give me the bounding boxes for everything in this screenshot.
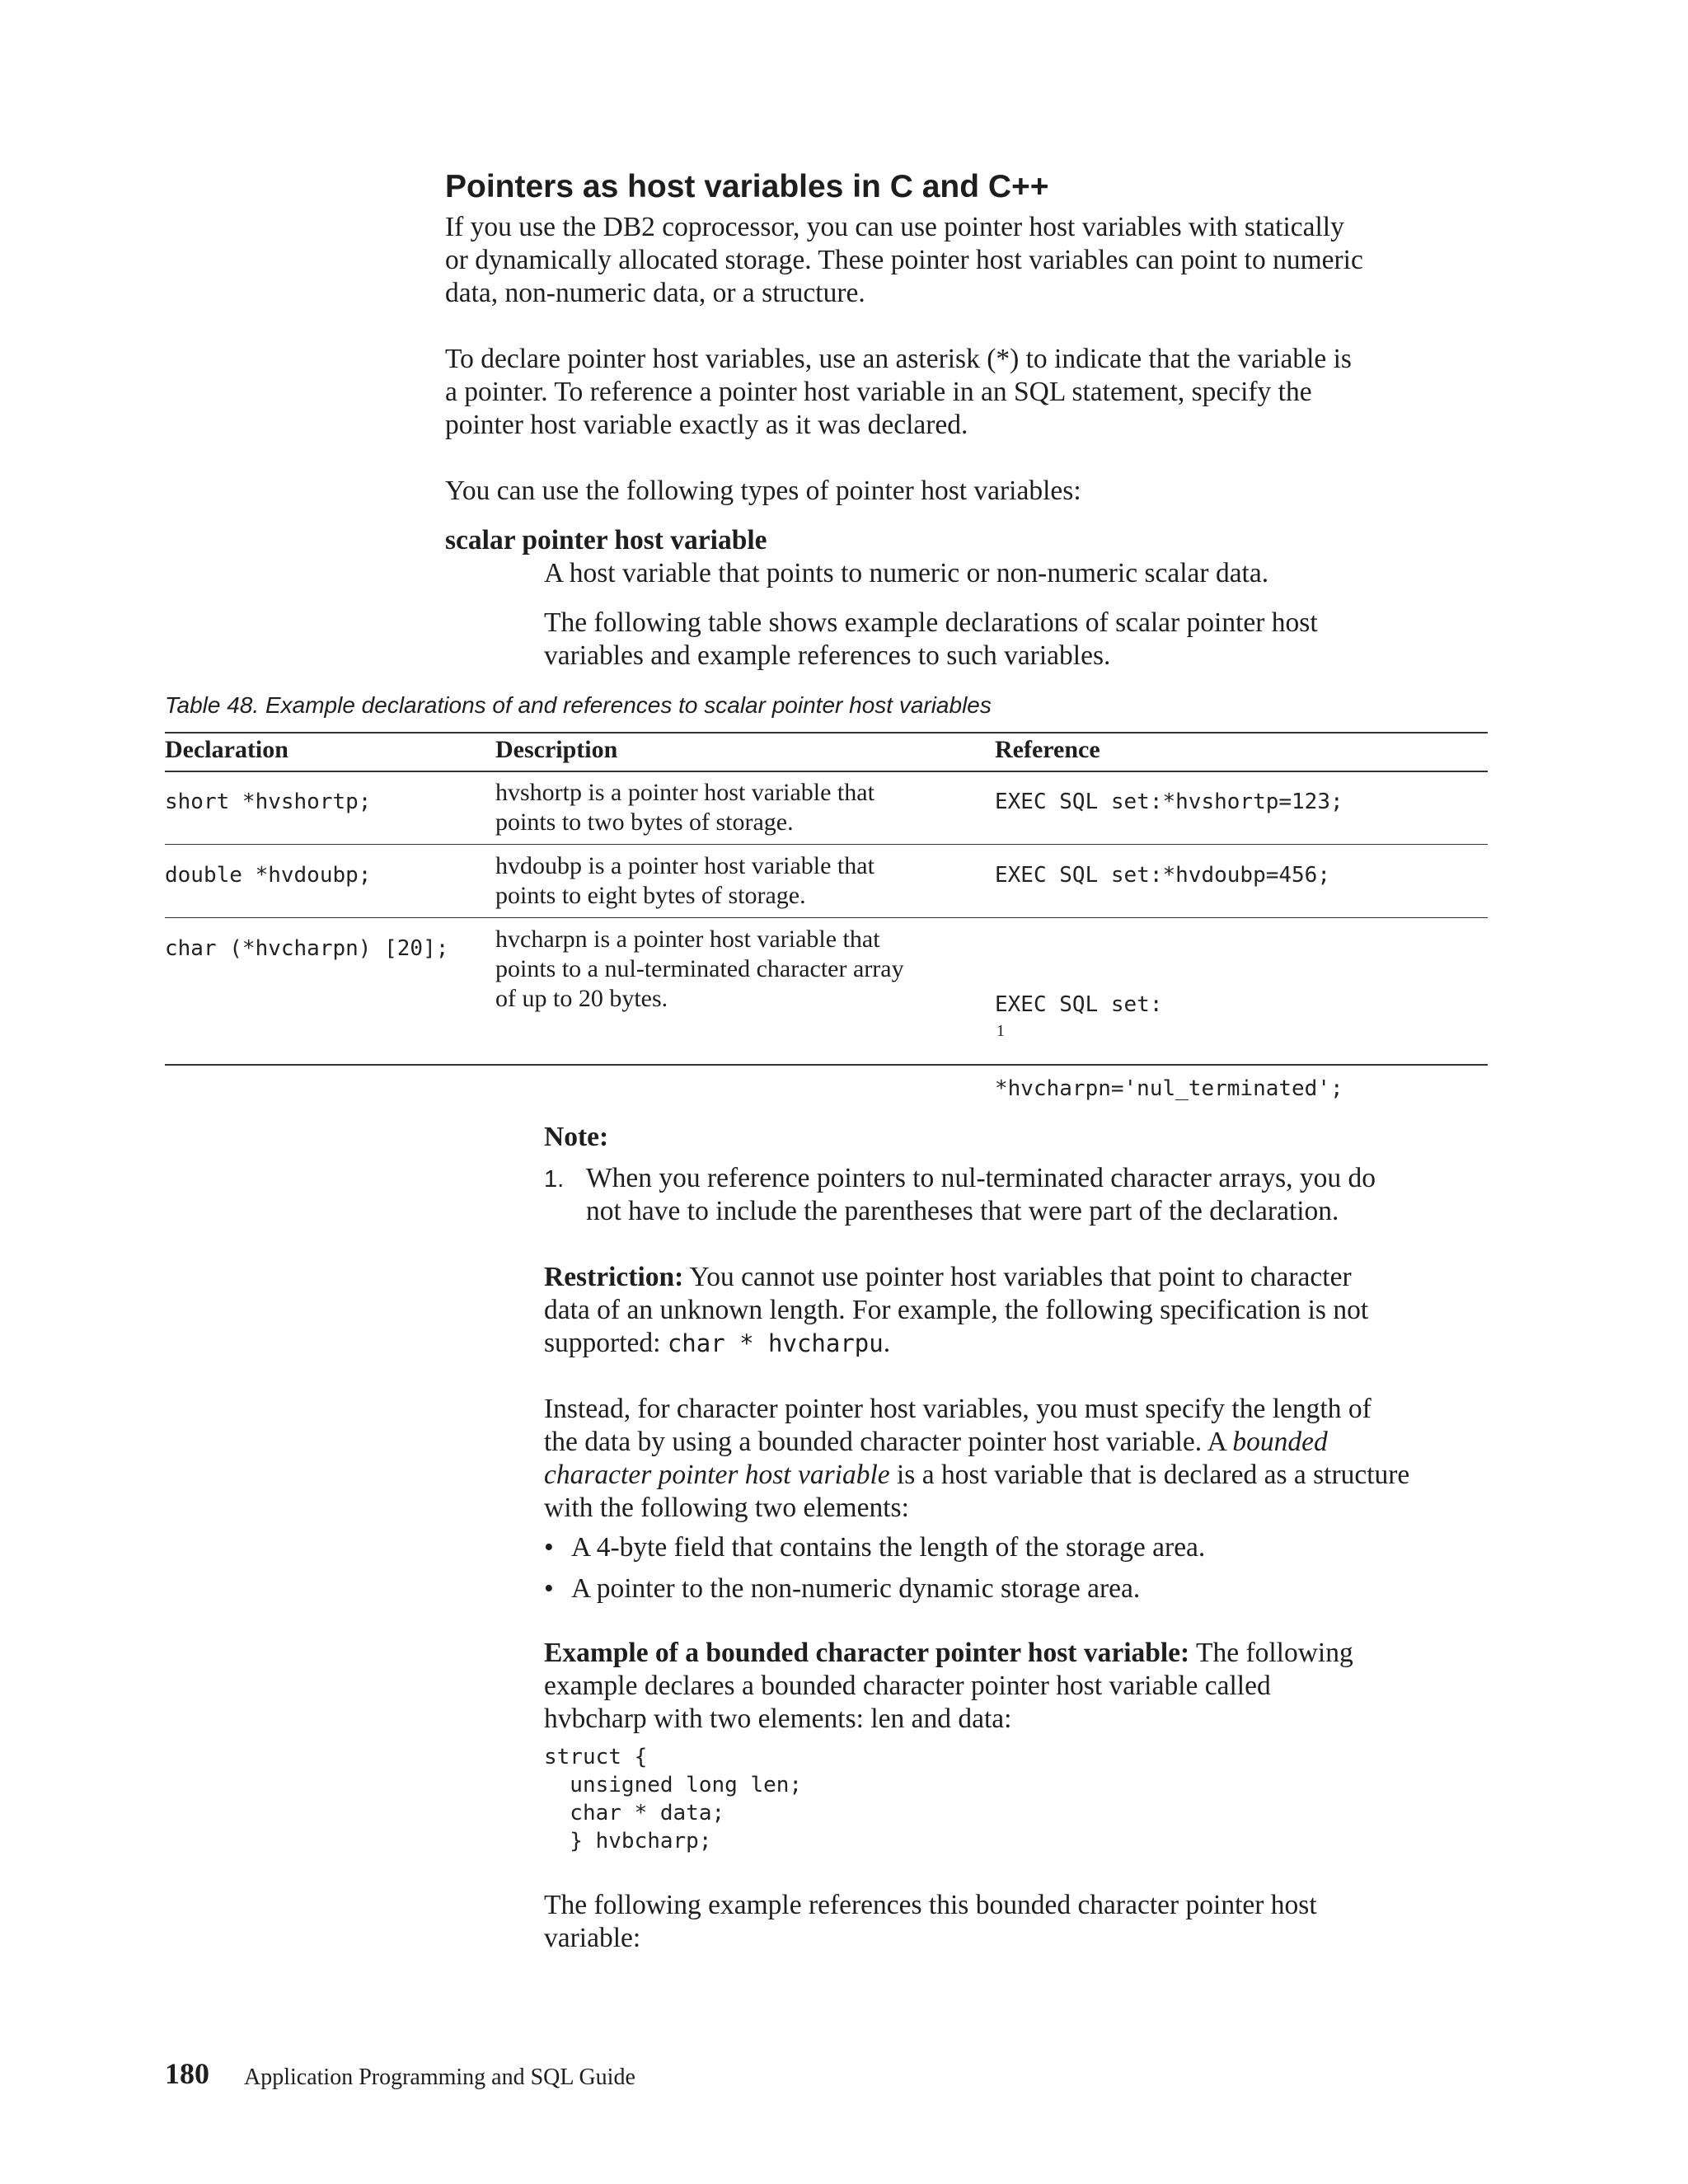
note-text xyxy=(586,1162,1376,1228)
bullet-marker: • xyxy=(544,1532,554,1563)
note-line: When you reference pointers to nul-terminated character arrays, you do xyxy=(586,1163,1376,1193)
table-intro-line: variables and example references to such variables. xyxy=(544,640,1111,671)
example-label: Example of a bounded character pointer host variable: xyxy=(544,1638,1190,1668)
table-row-rule xyxy=(165,844,1488,845)
table-cell-reference: EXEC SQL set:*hvshortp=123; xyxy=(995,790,1343,814)
intro-line: data, non-numeric data, or a structure. xyxy=(445,278,865,308)
intro-line: or dynamically allocated storage. These pointer host variables can point to numeric xyxy=(445,245,1363,275)
table-intro xyxy=(544,607,1318,673)
term-name: scalar pointer host variable xyxy=(445,525,767,555)
code-block: struct { unsigned long len; char * data; } hvbcharp; xyxy=(544,1745,803,1854)
follow-line: variable: xyxy=(544,1923,641,1953)
table-cell-reference xyxy=(995,935,1343,1131)
page-number: 180 xyxy=(165,2057,209,2090)
types-intro: You can use the following types of pointer host variables: xyxy=(445,476,1081,506)
declare-line: a pointer. To reference a pointer host variable in an SQL statement, specify the xyxy=(445,377,1312,407)
instead-paragraph xyxy=(544,1393,1409,1525)
reference-line: *hvcharpn='nul_terminated'; xyxy=(995,1076,1343,1101)
example-paragraph xyxy=(544,1637,1353,1736)
restriction-text: supported: xyxy=(544,1328,668,1358)
table-cell-declaration: char (*hvcharpn) [20]; xyxy=(165,936,449,961)
follow-paragraph xyxy=(544,1889,1317,1955)
declare-line: pointer host variable exactly as it was declared. xyxy=(445,410,968,440)
table-header-rule xyxy=(165,771,1488,772)
declare-paragraph xyxy=(445,343,1352,442)
description-line: hvshortp is a pointer host variable that xyxy=(495,779,874,806)
table-footnote-marker: 1 xyxy=(996,1022,1005,1040)
table-caption: Table 48. Example declarations of and references to scalar pointer host variables xyxy=(165,692,992,718)
description-line: points to a nul-terminated character array xyxy=(495,955,904,982)
table-intro-line: The following table shows example declarations of scalar pointer host xyxy=(544,607,1318,638)
description-line: points to two bytes of storage. xyxy=(495,808,794,836)
book-title: Application Programming and SQL Guide xyxy=(244,2064,635,2090)
instead-line: Instead, for character pointer host variables, you must specify the length of xyxy=(544,1394,1372,1424)
follow-line: The following example references this bounded character pointer host xyxy=(544,1890,1317,1920)
instead-emphasis: bounded xyxy=(1232,1427,1328,1457)
note-number: 1. xyxy=(544,1166,565,1193)
declare-line: To declare pointer host variables, use an asterisk (*) to indicate that the variable is xyxy=(445,344,1352,374)
intro-paragraph xyxy=(445,211,1363,310)
bullet-item: A pointer to the non-numeric dynamic storage area. xyxy=(571,1573,1141,1604)
note-line: not have to include the parentheses that were part of the declaration. xyxy=(586,1196,1339,1226)
bullet-marker: • xyxy=(544,1573,554,1604)
section-title: Pointers as host variables in C and C++ xyxy=(445,169,1049,204)
instead-text: the data by using a bounded character pointer host variable. A xyxy=(544,1427,1233,1457)
inline-code: char * hvcharpu xyxy=(667,1329,884,1357)
table-cell-declaration: short *hvshortp; xyxy=(165,790,372,814)
example-line: example declares a bounded character pointer host variable called xyxy=(544,1671,1271,1701)
example-text: The following xyxy=(1189,1638,1353,1668)
table-row-rule xyxy=(165,917,1488,918)
description-line: points to eight bytes of storage. xyxy=(495,882,806,909)
description-line: hvdoubp is a pointer host variable that xyxy=(495,852,874,879)
table-cell-description xyxy=(495,925,904,1014)
description-line: hvcharpn is a pointer host variable that xyxy=(495,926,880,953)
instead-emphasis: character pointer host variable xyxy=(544,1460,890,1490)
description-line: of up to 20 bytes. xyxy=(495,985,668,1012)
table-cell-description xyxy=(495,778,874,837)
table-header-declaration: Declaration xyxy=(165,736,288,763)
example-line: hvbcharp with two elements: len and data: xyxy=(544,1704,1012,1734)
restriction-line: data of an unknown length. For example, the following specification is not xyxy=(544,1295,1369,1325)
note-label: Note: xyxy=(544,1122,609,1152)
restriction-text: . xyxy=(883,1328,891,1358)
table-cell-description xyxy=(495,851,874,911)
term-definition: A host variable that points to numeric or non-numeric scalar data. xyxy=(544,558,1269,588)
restriction-paragraph xyxy=(544,1261,1368,1360)
restriction-label: Restriction: xyxy=(544,1262,684,1292)
bullet-item: A 4-byte field that contains the length of the storage area. xyxy=(571,1532,1206,1563)
instead-line: with the following two elements: xyxy=(544,1493,909,1523)
restriction-text: You cannot use pointer host variables that point to character xyxy=(683,1262,1352,1292)
table-header-reference: Reference xyxy=(995,736,1100,763)
instead-text: is a host variable that is declared as a structure xyxy=(889,1460,1410,1490)
table-cell-declaration: double *hvdoubp; xyxy=(165,863,372,888)
intro-line: If you use the DB2 coprocessor, you can use pointer host variables with statically xyxy=(445,212,1344,242)
reference-line: EXEC SQL set: xyxy=(995,992,1163,1017)
table-cell-reference: EXEC SQL set:*hvdoubp=456; xyxy=(995,863,1330,888)
table-top-rule xyxy=(165,732,1488,733)
table-bottom-rule xyxy=(165,1064,1488,1066)
table-header-description: Description xyxy=(495,736,618,763)
